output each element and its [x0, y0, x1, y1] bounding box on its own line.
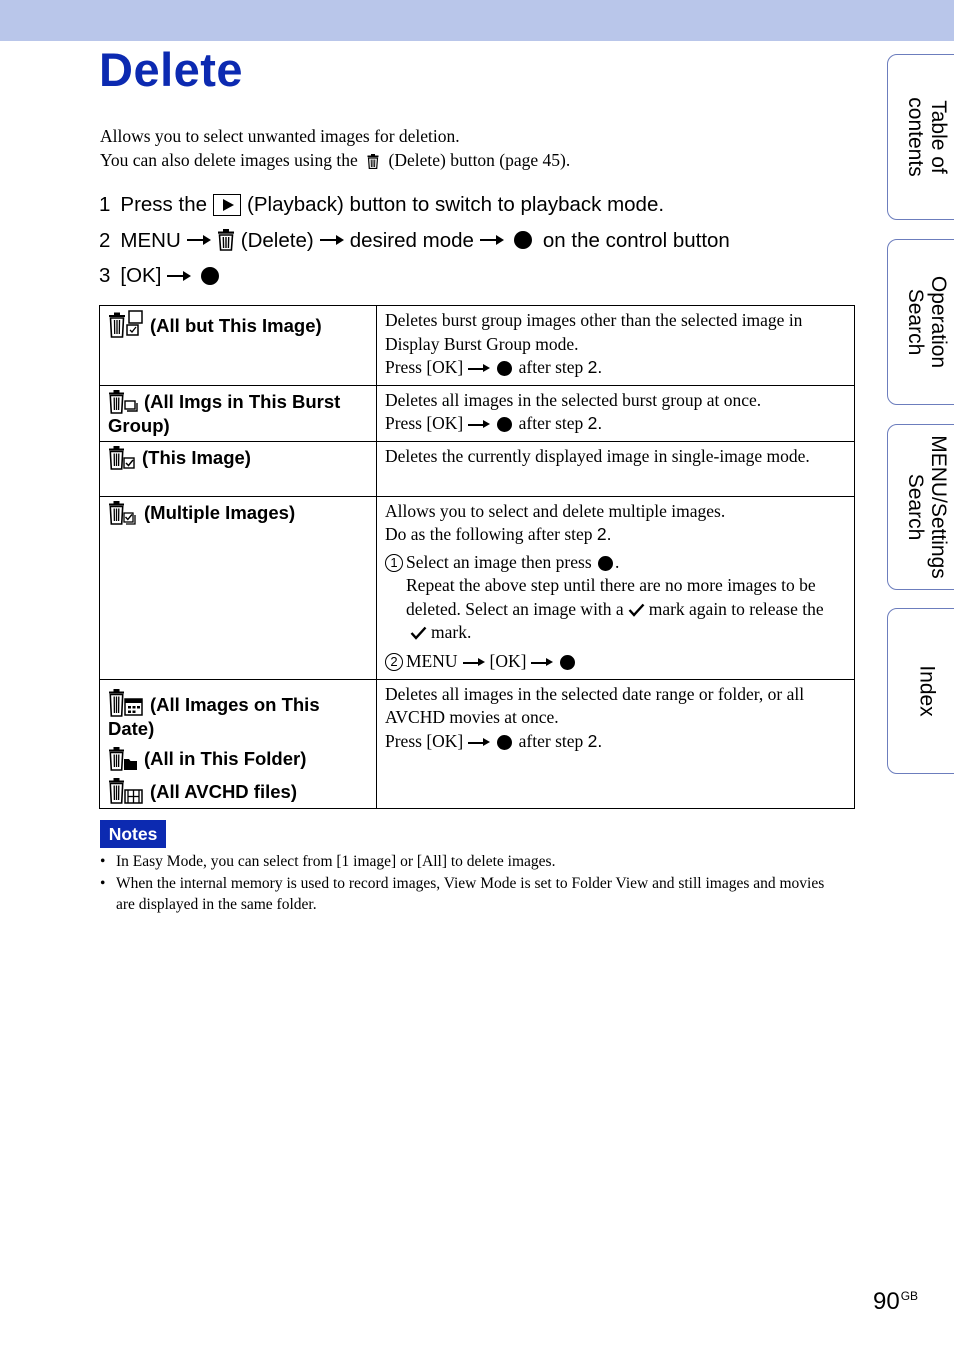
- sub-step-1-more: [406, 574, 846, 645]
- option-description-cell: [377, 306, 855, 386]
- step-1: [99, 187, 730, 223]
- sub-step-2-menu: MENU: [406, 650, 458, 671]
- procedure-steps: [99, 187, 730, 294]
- option-line: [108, 778, 368, 804]
- tab-label-line: Table of: [927, 100, 950, 174]
- tab-label-line: Operation: [927, 275, 950, 369]
- right-arrow-icon: [187, 235, 211, 245]
- right-arrow-icon: [463, 658, 485, 667]
- option-line: [108, 747, 368, 771]
- sub-step-1-more-a: Repeat the above step until there are no more images to be deleted. Select an image with a: [406, 575, 816, 619]
- circled-number: 1: [385, 554, 403, 572]
- step-ref: 2.: [587, 413, 603, 433]
- tab-label-line: Search: [904, 473, 927, 541]
- tab-table-of-contents[interactable]: [887, 54, 954, 220]
- control-button-center-icon: [598, 556, 613, 571]
- delete-options-table: [99, 305, 855, 809]
- tab-label-line: contents: [904, 97, 927, 177]
- step-ref: 2.: [587, 730, 603, 751]
- option-label-cell: [100, 496, 377, 679]
- option-description: Deletes all images in the selected date range or folder, or all AVCHD movies at once.: [385, 683, 805, 727]
- option-label-cell: [100, 385, 377, 441]
- option-label: (All AVCHD files): [150, 780, 297, 802]
- after-step-text: after step: [518, 413, 584, 433]
- option-press-line: [385, 356, 846, 380]
- step-1-before: Press the: [120, 193, 208, 216]
- notes-badge: Notes: [100, 820, 166, 848]
- option-label: (All but This Image): [150, 315, 322, 336]
- intro-line-2-start: You can also delete images using the: [100, 150, 358, 170]
- control-button-center-icon: [514, 231, 532, 249]
- press-ok-text: Press [OK]: [385, 357, 464, 377]
- option-press-line: [385, 412, 846, 436]
- delete-this-image-icon: [108, 446, 136, 470]
- step-number: 2: [99, 228, 111, 252]
- right-arrow-icon: [320, 235, 344, 245]
- step-1-after: (Playback) button to switch to playback mode.: [247, 193, 665, 216]
- tab-label: [916, 665, 939, 716]
- tab-label-line: Index: [915, 665, 939, 717]
- option-description-cell: [377, 496, 855, 679]
- delete-all-in-folder-icon: [108, 747, 138, 771]
- table-row: [100, 441, 855, 496]
- option-label: (All Images on This Date): [108, 693, 320, 739]
- tab-label-line: MENU/Settings: [927, 435, 950, 579]
- step-3: [99, 258, 730, 294]
- trash-icon: [217, 229, 235, 251]
- step-2: [99, 223, 730, 259]
- page-number-suffix: GB: [900, 1289, 919, 1303]
- tab-label: [904, 435, 950, 579]
- step-ref: 2.: [587, 357, 603, 377]
- option-label: (All Imgs in This Burst Group): [108, 390, 341, 436]
- option-description-cell: [377, 385, 855, 441]
- step-3-ok: [OK]: [120, 264, 162, 287]
- step-ref: 2.: [596, 524, 612, 544]
- delete-all-on-date-icon: [108, 689, 144, 717]
- option-description-cell: [377, 441, 855, 496]
- intro-text: [100, 124, 840, 172]
- option-description: Allows you to select and delete multiple images.: [385, 500, 726, 521]
- intro-line-1: Allows you to select unwanted images for deletion.: [100, 126, 460, 146]
- option-label-cell: [100, 441, 377, 496]
- table-row: [100, 679, 855, 808]
- option-description: Deletes the currently displayed image in single-image mode.: [385, 445, 810, 466]
- step-2-menu: MENU: [120, 228, 181, 252]
- tab-menu-settings-search[interactable]: [887, 424, 954, 590]
- page-number-value: 90: [873, 1288, 900, 1315]
- press-ok-text: Press [OK]: [385, 413, 464, 433]
- option-description: Deletes burst group images other than the selected image in Display Burst Group mode.: [385, 310, 803, 354]
- sub-step-2-ok: [OK]: [489, 650, 527, 671]
- right-arrow-icon: [468, 420, 490, 429]
- option-label-cell: [100, 679, 377, 808]
- step-2-mode: desired mode: [349, 228, 474, 252]
- step-number: 3: [99, 264, 111, 287]
- right-arrow-icon: [167, 271, 191, 281]
- tab-label: [904, 97, 950, 176]
- right-arrow-icon: [531, 658, 553, 667]
- option-label: (All in This Folder): [144, 747, 307, 769]
- step-2-end: on the control button: [542, 228, 730, 252]
- page-number: [873, 1288, 918, 1316]
- do-as-line: [385, 523, 846, 547]
- after-step-text: after step: [518, 730, 584, 751]
- intro-line-2: [100, 148, 840, 172]
- tab-operation-search[interactable]: [887, 239, 954, 405]
- do-as-text: Do as the following after step: [385, 524, 593, 544]
- control-button-center-icon: [560, 655, 575, 670]
- trash-icon: [367, 154, 379, 169]
- table-row: [100, 306, 855, 386]
- option-line: [108, 689, 368, 740]
- delete-multiple-images-icon: [108, 501, 138, 525]
- step-2-delete: (Delete): [240, 228, 314, 252]
- tab-label-line: Search: [904, 288, 927, 356]
- playback-icon: [213, 194, 241, 216]
- check-mark-icon: [410, 626, 427, 640]
- intro-line-2-end: (Delete) button (page 45).: [388, 150, 571, 170]
- option-label: (Multiple Images): [144, 501, 296, 523]
- delete-all-but-this-image-icon: [108, 310, 144, 338]
- circled-number: 2: [385, 653, 403, 671]
- table-row: [100, 385, 855, 441]
- sub-step-1-more-b: mark again to release the: [648, 598, 824, 619]
- sub-step-1-text: Select an image then press: [406, 551, 592, 572]
- press-ok-text: Press [OK]: [385, 730, 464, 751]
- delete-burst-group-icon: [108, 390, 138, 414]
- control-button-center-icon: [497, 417, 512, 432]
- sub-step-1-more-c: mark.: [431, 622, 472, 642]
- after-step-text: after step: [518, 357, 584, 377]
- option-description-cell: [377, 679, 855, 808]
- sub-step-1: [385, 551, 846, 645]
- sub-step-1-line: Select an image then press .: [406, 551, 620, 572]
- tab-index[interactable]: [887, 608, 954, 774]
- notes-list: [100, 851, 845, 916]
- right-arrow-icon: [468, 364, 490, 373]
- note-item: • In Easy Mode, you can select from [1 image] or [All] to delete images.: [100, 851, 845, 873]
- step-number: 1: [99, 193, 111, 216]
- option-press-line: [385, 730, 846, 754]
- table-row: [100, 496, 855, 679]
- tab-label: [904, 276, 950, 368]
- note-item: • When the internal memory is used to record images, View Mode is set to Folder View and still images and movies are displayed in the same folder.: [100, 873, 845, 916]
- check-mark-icon: [628, 603, 645, 617]
- option-description: Deletes all images in the selected burst group at once.: [385, 389, 762, 410]
- control-button-center-icon: [497, 361, 512, 376]
- top-color-band: [0, 0, 954, 41]
- sub-step-2: [385, 650, 846, 674]
- right-arrow-icon: [480, 235, 504, 245]
- control-button-center-icon: [201, 267, 219, 285]
- page-title: Delete: [99, 43, 244, 96]
- control-button-center-icon: [497, 735, 512, 750]
- right-arrow-icon: [468, 738, 490, 747]
- delete-all-avchd-files-icon: [108, 778, 144, 804]
- option-label-cell: [100, 306, 377, 386]
- option-label: (This Image): [142, 446, 251, 468]
